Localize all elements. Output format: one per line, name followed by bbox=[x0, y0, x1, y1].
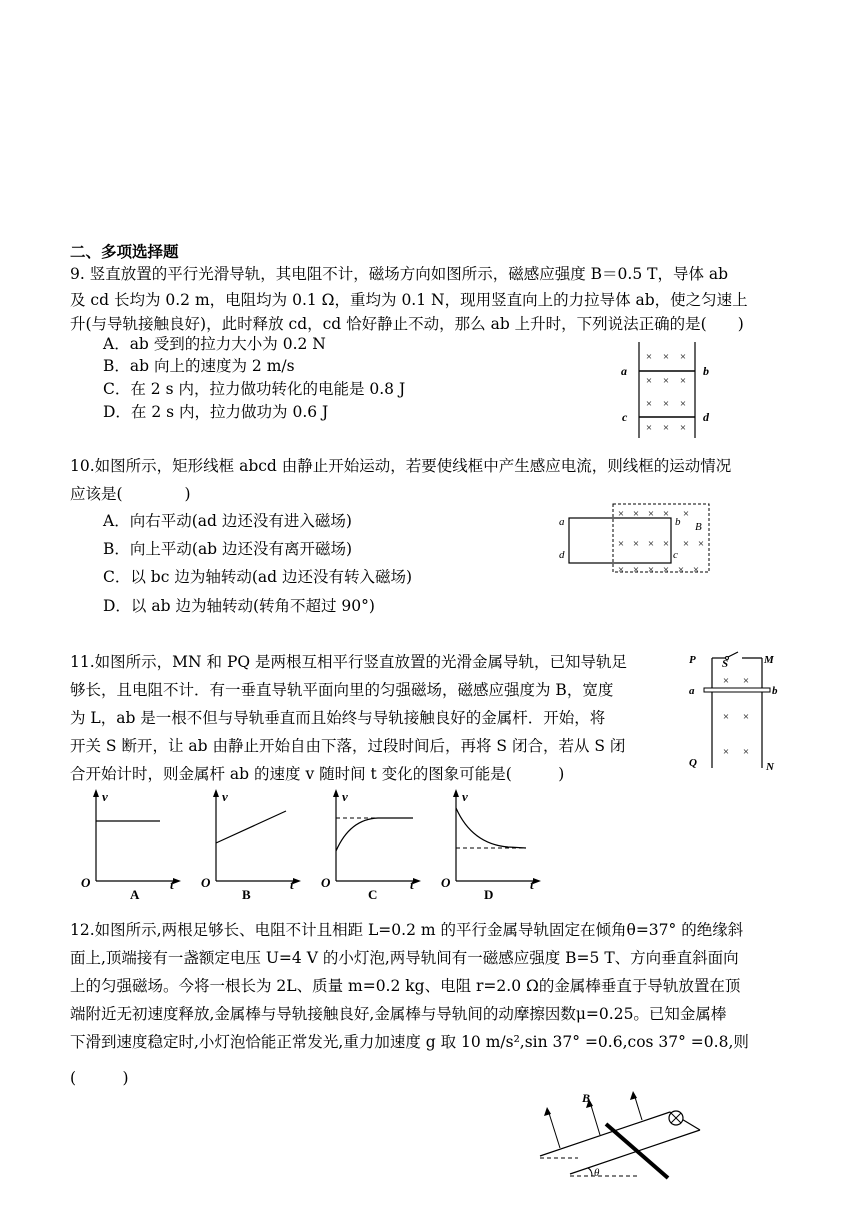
svg-text:×: × bbox=[662, 398, 670, 410]
q11-graph-c-label: C bbox=[368, 887, 378, 902]
svg-text:×: × bbox=[617, 508, 625, 520]
svg-text:×: × bbox=[677, 564, 685, 576]
q11-graph-b-t: t bbox=[290, 877, 294, 892]
q10-option-d[interactable]: D．以 ab 边为轴转动(转角不超过 90°) bbox=[103, 597, 375, 615]
q10-label-c: c bbox=[673, 549, 678, 561]
q10-line-1: 10.如图所示，矩形线框 abcd 由静止开始运动，若要使线框中产生感应电流，则线框的运动情况 bbox=[70, 457, 732, 475]
q11-label-N: N bbox=[766, 761, 774, 773]
svg-text:×: × bbox=[632, 538, 640, 550]
q10-option-a[interactable]: A．向右平动(ad 边还没有进入磁场) bbox=[103, 512, 352, 530]
svg-text:×: × bbox=[647, 564, 655, 576]
svg-text:×: × bbox=[645, 422, 653, 434]
q10-line-2: 应该是( ) bbox=[70, 485, 191, 503]
q9-label-c: c bbox=[622, 410, 628, 424]
q9-line-1: 9. 竖直放置的平行光滑导轨，其电阻不计，磁场方向如图所示，磁感应强度 B＝0.5 T，导体 ab bbox=[70, 265, 729, 283]
q9-label-b: b bbox=[703, 364, 709, 378]
q11-graph-a-o: O bbox=[81, 875, 91, 890]
q12-line-2: 面上,顶端接有一盏额定电压 U=4 V 的小灯泡,两导轨间有一磁感应强度 B=5 T、方向垂直斜面向 bbox=[70, 949, 739, 967]
q11-graph-b-o: O bbox=[201, 875, 211, 890]
q11-line-4: 开关 S 断开，让 ab 由静止开始自由下落，过段时间后，再将 S 闭合，若从 S 闭 bbox=[70, 737, 626, 755]
q10-label-B: B bbox=[695, 521, 702, 533]
svg-text:×: × bbox=[742, 711, 750, 723]
q10-figure bbox=[555, 500, 715, 580]
q11-graph-b bbox=[198, 786, 308, 906]
q11-graph-a-v: v bbox=[102, 789, 108, 804]
svg-text:×: × bbox=[679, 422, 687, 434]
svg-text:×: × bbox=[645, 398, 653, 410]
svg-text:×: × bbox=[697, 538, 705, 550]
q9-figure bbox=[615, 340, 720, 440]
q11-graph-a bbox=[78, 786, 188, 906]
q12-line-4: 端附近无初速度释放,金属棒与导轨接触良好,金属棒与导轨间的动摩擦因数μ=0.25。已知金属棒 bbox=[70, 1005, 727, 1023]
q9-option-b[interactable]: B．ab 向上的速度为 2 m/s bbox=[103, 357, 295, 375]
q11-graph-b-v: v bbox=[222, 789, 228, 804]
q11-graph-c-v: v bbox=[342, 789, 348, 804]
q9-option-a[interactable]: A．ab 受到的拉力大小为 0.2 N bbox=[103, 335, 326, 353]
svg-text:×: × bbox=[632, 508, 640, 520]
q11-graph-d-v: v bbox=[462, 789, 468, 804]
svg-text:×: × bbox=[679, 375, 687, 387]
svg-text:×: × bbox=[682, 538, 690, 550]
svg-text:×: × bbox=[617, 538, 625, 550]
q12-figure bbox=[530, 1090, 720, 1180]
q10-option-b[interactable]: B．向上平动(ab 边还没有离开磁场) bbox=[103, 540, 353, 558]
q9-label-a: a bbox=[621, 364, 627, 378]
q11-graph-c-o: O bbox=[321, 875, 331, 890]
svg-text:×: × bbox=[647, 508, 655, 520]
q11-line-1: 11.如图所示，MN 和 PQ 是两根互相平行竖直放置的光滑金属导轨，已知导轨足 bbox=[70, 653, 628, 671]
q11-graph-d-label: D bbox=[484, 887, 494, 902]
q12-line-3: 上的匀强磁场。今将一根长为 2L、质量 m=0.2 kg、电阻 r=2.0 Ω的金属棒垂直于导轨放置在顶 bbox=[70, 977, 741, 995]
q11-line-3: 为 L，ab 是一根不但与导轨垂直而且始终与导轨接触良好的金属杆．开始，将 bbox=[70, 709, 606, 727]
q12-line-6: ( ) bbox=[70, 1069, 129, 1087]
svg-text:×: × bbox=[679, 351, 687, 363]
svg-text:×: × bbox=[722, 746, 730, 758]
q12-label-theta: θ bbox=[594, 1167, 600, 1179]
q11-graph-b-label: B bbox=[242, 887, 251, 902]
q9-label-d: d bbox=[703, 410, 709, 424]
q11-graph-c bbox=[318, 786, 428, 906]
svg-text:×: × bbox=[662, 508, 670, 520]
section-title: 二、多项选择题 bbox=[70, 242, 179, 261]
q9-option-d[interactable]: D．在 2 s 内，拉力做功为 0.6 J bbox=[103, 403, 329, 421]
q12-line-1: 12.如图所示,两根足够长、电阻不计且相距 L=0.2 m 的平行金属导轨固定在倾角θ=37° 的绝缘斜 bbox=[70, 921, 744, 939]
svg-text:×: × bbox=[662, 564, 670, 576]
q10-label-a: a bbox=[559, 516, 565, 528]
q10-label-b: b bbox=[675, 516, 681, 528]
q11-label-M: M bbox=[764, 654, 774, 666]
q11-graph-a-t: t bbox=[170, 877, 174, 892]
svg-text:×: × bbox=[645, 351, 653, 363]
svg-text:×: × bbox=[617, 564, 625, 576]
q11-label-S: S bbox=[722, 658, 729, 670]
q11-line-5: 合开始计时，则金属杆 ab 的速度 v 随时间 t 变化的图象可能是( ) bbox=[70, 765, 565, 783]
svg-text:×: × bbox=[662, 375, 670, 387]
q12-line-5: 下滑到速度稳定时,小灯泡恰能正常发光,重力加速度 g 取 10 m/s²,sin 37° =0.6,cos 37° =0.8,则 bbox=[70, 1033, 749, 1051]
q11-graph-d-o: O bbox=[441, 875, 451, 890]
svg-text:×: × bbox=[722, 711, 730, 723]
svg-text:×: × bbox=[662, 351, 670, 363]
svg-text:×: × bbox=[682, 508, 690, 520]
q9-line-3: 升(与导轨接触良好)，此时释放 cd，cd 恰好静止不动，那么 ab 上升时，下列说法正确的是( ) bbox=[70, 315, 744, 333]
q11-figure bbox=[684, 648, 784, 773]
q10-option-c[interactable]: C．以 bc 边为轴转动(ad 边还没有转入磁场) bbox=[103, 568, 413, 586]
svg-text:×: × bbox=[692, 564, 700, 576]
q11-graph-c-t: t bbox=[410, 877, 414, 892]
q9-option-c[interactable]: C．在 2 s 内，拉力做功转化的电能是 0.8 J bbox=[103, 380, 406, 398]
q11-line-2: 够长，且电阻不计．有一垂直导轨平面向里的匀强磁场，磁感应强度为 B，宽度 bbox=[70, 681, 614, 699]
svg-text:×: × bbox=[647, 538, 655, 550]
svg-text:×: × bbox=[742, 675, 750, 687]
svg-text:×: × bbox=[662, 422, 670, 434]
svg-text:×: × bbox=[632, 564, 640, 576]
q11-graph-a-label: A bbox=[130, 887, 140, 902]
q11-label-P: P bbox=[689, 654, 696, 666]
svg-text:×: × bbox=[662, 538, 670, 550]
svg-text:×: × bbox=[742, 746, 750, 758]
svg-text:×: × bbox=[722, 675, 730, 687]
q11-label-a: a bbox=[689, 685, 695, 697]
svg-text:×: × bbox=[645, 375, 653, 387]
q11-label-Q: Q bbox=[689, 757, 697, 769]
q11-graph-d-t: t bbox=[530, 877, 534, 892]
q10-label-d: d bbox=[559, 549, 565, 561]
q12-label-B: B bbox=[582, 1091, 591, 1105]
q11-graph-d bbox=[438, 786, 548, 906]
svg-text:×: × bbox=[679, 398, 687, 410]
q11-label-b: b bbox=[772, 685, 778, 697]
q9-line-2: 及 cd 长均为 0.2 m，电阻均为 0.1 Ω，重均为 0.1 N，现用竖直向上的力拉导体 ab，使之匀速上 bbox=[70, 291, 748, 309]
